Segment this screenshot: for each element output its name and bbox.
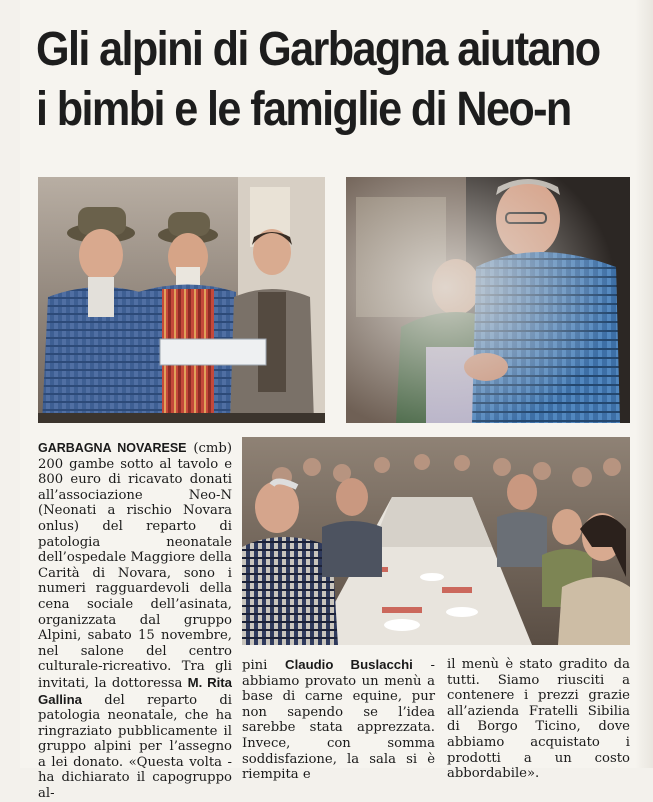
article-column-3 — [447, 657, 630, 782]
photo-cheque-handover — [38, 177, 325, 423]
article-byline: (cmb) — [186, 441, 232, 456]
article-kicker: GARBAGNA NOVARESE — [38, 441, 187, 455]
headline-line-2: i bimbi e le famiglie di Neo-n — [36, 83, 571, 136]
page-edge — [635, 0, 653, 768]
article-col2-text-b: - abbiamo provato un menù a base di carne equine, pur non sapendo se l’idea sarebbe stata apprezzata. Invece, con somma soddisfazione, la sala si è riempita e — [242, 658, 435, 783]
article-col1-text-b: del reparto di patologia neonatale, che ha ringraziato pubblicamente il gruppo alpini per l’assegno a lei donato. «Questa volta - ha dichiarato il capogruppo al- — [38, 692, 232, 802]
person-name-gallina: M. Rita Gallina — [38, 674, 232, 707]
headline — [36, 20, 600, 140]
article-col2-text-a: pini — [242, 658, 286, 673]
person-name-buslacchi: Claudio Buslacchi — [285, 657, 413, 672]
photo-cooking — [346, 177, 630, 423]
article-column-2 — [242, 657, 435, 783]
photo-dinner-hall — [242, 437, 630, 645]
article-col3-text: il menù è stato gradito da tutti. Siamo riusciti a contenere i prezzi grazie all’azienda Fratelli Sibilia di Borgo Ticino, dove abbiamo acquistato i prodotti a un costo abbordabile». — [447, 657, 630, 782]
headline-line-1: Gli alpini di Garbagna aiutano — [36, 23, 600, 76]
article-column-1 — [38, 441, 232, 802]
article-col1-text-a: 200 gambe sotto al tavolo e 800 euro di ricavato donati all’associazione Neo-N (Neonati a rischio Novara onlus) del reparto di patologia neonatale dell’ospedale Maggiore della Carità di Novara, sono i numeri ragguardevoli della cena sociale dell’asinata, organizzata dal gruppo Alpini, sabato 15 novembre, nel salone del centro culturale-ricreativo. Tra gli invitati, la dottoressa — [38, 456, 232, 691]
